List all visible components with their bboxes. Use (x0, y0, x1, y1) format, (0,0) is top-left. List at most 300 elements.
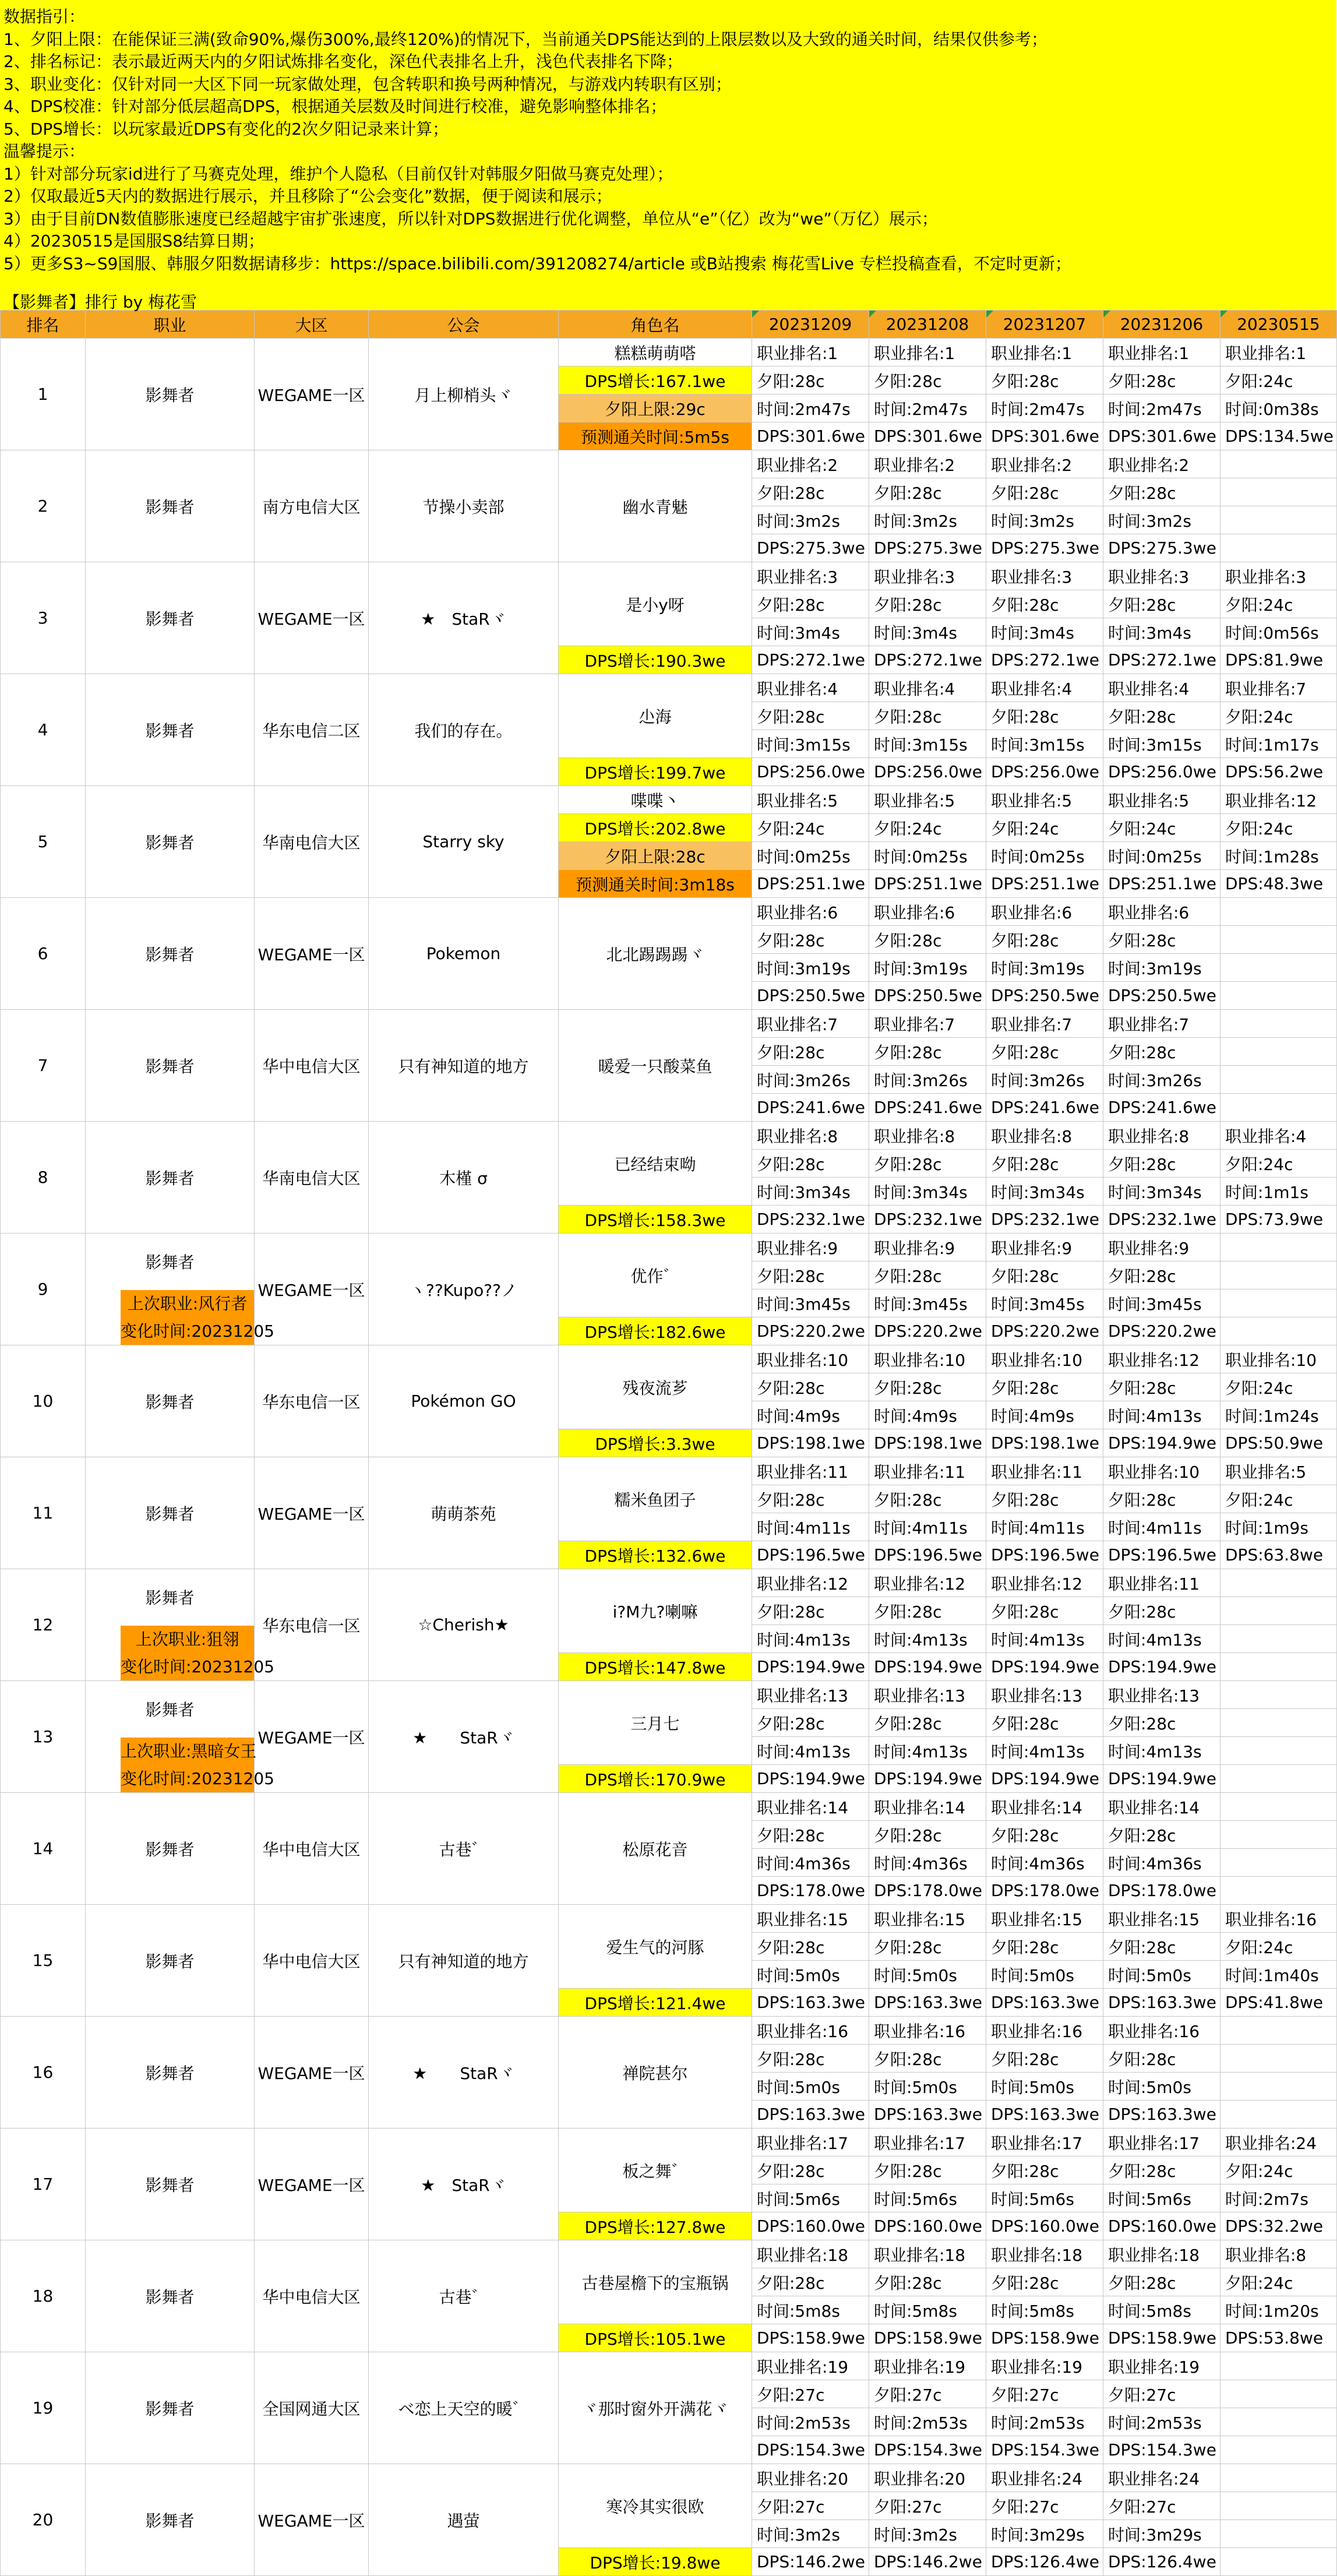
date-data-cell: 时间:2m53s (869, 2408, 986, 2436)
table-row (1, 786, 1337, 814)
date-data-cell: 时间:0m56s (1220, 618, 1337, 646)
date-data-cell: DPS:158.9we (869, 2324, 986, 2352)
date-data-cell: DPS:198.1we (986, 1429, 1103, 1457)
date-data-cell: 时间:3m19s (752, 954, 869, 982)
date-data-cell: 夕阳:28c (869, 1597, 986, 1625)
date-data-cell: DPS:251.1we (986, 870, 1103, 898)
date-data-cell: 职业排名:7 (869, 1010, 986, 1038)
character-name-cell: 优作゛ (559, 1234, 752, 1317)
date-data-cell: 时间:3m45s (1103, 1289, 1220, 1317)
date-data-cell: 职业排名:12 (752, 1569, 869, 1597)
guild-cell: 我们的存在。 (369, 674, 559, 786)
date-data-cell: 夕阳:28c (986, 1709, 1103, 1737)
date-data-cell: DPS:220.2we (986, 1317, 1103, 1345)
date-data-cell: DPS:154.3we (986, 2436, 1103, 2464)
date-data-cell: DPS:198.1we (752, 1429, 869, 1457)
date-data-cell: DPS:194.9we (752, 1653, 869, 1681)
stat-badge: DPS增长:19.8we (559, 2548, 752, 2576)
date-data-cell: 职业排名:15 (869, 1905, 986, 1933)
date-data-cell: 职业排名:8 (986, 1122, 1103, 1150)
character-name-cell: i?M九?喇嘛 (559, 1569, 752, 1653)
date-data-cell: 时间:4m9s (752, 1401, 869, 1429)
date-data-cell: 时间:5m0s (1103, 1961, 1220, 1989)
date-data-cell (1220, 1737, 1337, 1765)
date-data-cell: 时间:1m17s (1220, 730, 1337, 758)
column-header-label: 20231206 (1120, 315, 1204, 334)
ranking-table (0, 310, 1337, 2576)
date-data-cell: 职业排名:5 (869, 786, 986, 814)
character-name-cell: 三月七 (559, 1681, 752, 1765)
date-data-cell: 时间:3m2s (869, 2520, 986, 2548)
date-data-cell: 职业排名:16 (869, 2017, 986, 2045)
region-cell: 华中电信大区 (255, 1793, 369, 1905)
date-data-cell: DPS:272.1we (1103, 646, 1220, 674)
column-header (1220, 311, 1337, 339)
job-cell: 影舞者 (86, 1122, 255, 1234)
date-data-cell: 时间:3m2s (986, 506, 1103, 534)
table-row (1, 562, 1337, 590)
date-data-cell: 职业排名:19 (752, 2352, 869, 2380)
table-row (1, 1010, 1337, 1038)
date-data-cell: 时间:3m45s (869, 1289, 986, 1317)
date-data-cell: DPS:158.9we (986, 2324, 1103, 2352)
column-header-label: 角色名 (630, 315, 680, 335)
date-data-cell: DPS:154.3we (752, 2436, 869, 2464)
date-data-cell: DPS:163.3we (1103, 1989, 1220, 2017)
date-data-cell: DPS:163.3we (986, 1989, 1103, 2017)
date-data-cell: 夕阳:28c (869, 926, 986, 954)
previous-job-badge: 上次职业:黑暗女王 (121, 1738, 254, 1765)
date-data-cell: 夕阳:28c (869, 1933, 986, 1961)
date-data-cell (1220, 2464, 1337, 2492)
date-data-cell: 职业排名:11 (986, 1457, 1103, 1485)
date-data-cell: 时间:5m8s (869, 2296, 986, 2324)
column-header-label: 职业 (153, 315, 186, 335)
date-data-cell: 职业排名:3 (752, 562, 869, 590)
date-data-cell: 职业排名:12 (1220, 786, 1337, 814)
date-data-cell: 时间:3m29s (1103, 2520, 1220, 2548)
date-data-cell: 职业排名:17 (986, 2129, 1103, 2156)
date-data-cell: DPS:251.1we (752, 870, 869, 898)
date-data-cell: DPS:154.3we (869, 2436, 986, 2464)
note-line: 1、夕阳上限：在能保证三满(致命90%,爆伤300%,最终120%)的情况下，当前通关DPS能达到的上限层数以及大致的通关时间，结果仅供参考； (3, 29, 1048, 49)
date-data-cell (1220, 2352, 1337, 2380)
date-data-cell: DPS:160.0we (752, 2212, 869, 2240)
guild-cell: 古巷゛ (369, 2240, 559, 2352)
date-data-cell: DPS:194.9we (1103, 1765, 1220, 1793)
job-cell: 影舞者 (86, 450, 255, 562)
date-data-cell: DPS:275.3we (1103, 534, 1220, 562)
column-header (869, 311, 986, 339)
rank-cell: 11 (1, 1457, 86, 1569)
rank-cell: 19 (1, 2352, 86, 2464)
date-data-cell: DPS:275.3we (869, 534, 986, 562)
date-data-cell: 夕阳:28c (869, 590, 986, 618)
date-data-cell: 夕阳:28c (986, 1038, 1103, 1066)
date-data-cell: 夕阳:28c (986, 2156, 1103, 2184)
date-data-cell: 夕阳:28c (986, 702, 1103, 730)
date-data-cell: 夕阳:28c (1103, 478, 1220, 506)
date-data-cell: DPS:196.5we (869, 1541, 986, 1569)
region-cell: WEGAME一区 (255, 2129, 369, 2240)
date-data-cell (1220, 2380, 1337, 2408)
date-data-cell: DPS:158.9we (1103, 2324, 1220, 2352)
column-header-label: 排名 (26, 315, 59, 335)
date-data-cell: 夕阳:24c (986, 814, 1103, 842)
date-data-cell: DPS:81.9we (1220, 646, 1337, 674)
region-cell: WEGAME一区 (255, 1681, 369, 1793)
date-data-cell: 夕阳:28c (1103, 1373, 1220, 1401)
date-data-cell: 时间:5m0s (986, 1961, 1103, 1989)
guild-cell: 木槿 σ (369, 1122, 559, 1234)
date-data-cell: DPS:41.8we (1220, 1989, 1337, 2017)
date-data-cell (1220, 1877, 1337, 1905)
date-data-cell: DPS:32.2we (1220, 2212, 1337, 2240)
table-row (1, 1345, 1337, 1373)
guild-cell: 月上柳梢头ヾ (369, 339, 559, 450)
character-name-cell: 幽水青魅 (559, 450, 752, 562)
date-data-cell: 夕阳:28c (752, 702, 869, 730)
date-data-cell: 职业排名:16 (1103, 2017, 1220, 2045)
date-data-cell: DPS:194.9we (986, 1765, 1103, 1793)
character-name-cell: 糕糕萌萌嗒 (559, 339, 752, 367)
date-data-cell: 职业排名:10 (869, 1345, 986, 1373)
region-cell: 华南电信大区 (255, 786, 369, 898)
date-data-cell: 时间:3m2s (869, 506, 986, 534)
region-cell: WEGAME一区 (255, 2464, 369, 2576)
column-header (752, 311, 869, 339)
date-data-cell: 职业排名:18 (869, 2240, 986, 2268)
date-data-cell (1220, 1094, 1337, 1122)
comment-marker-icon (752, 311, 759, 318)
table-caption: 【影舞者】排行 by 梅花雪 (3, 293, 197, 312)
date-data-cell: 夕阳:28c (1103, 367, 1220, 394)
region-cell: WEGAME一区 (255, 1457, 369, 1569)
date-data-cell: DPS:232.1we (1103, 1206, 1220, 1234)
date-data-cell: 夕阳:27c (986, 2380, 1103, 2408)
date-data-cell: 时间:2m47s (986, 394, 1103, 422)
job-cell: 影舞者 (86, 562, 255, 674)
guild-cell: ★ StaRヾ (369, 1681, 559, 1793)
date-data-cell: DPS:232.1we (869, 1206, 986, 1234)
date-data-cell: 时间:3m2s (1103, 506, 1220, 534)
date-data-cell: 时间:3m45s (986, 1289, 1103, 1317)
comment-marker-icon (869, 311, 876, 318)
date-data-cell: 时间:5m0s (869, 1961, 986, 1989)
character-name-cell: 古巷屋檐下的宝瓶锅 (559, 2240, 752, 2324)
date-data-cell: 夕阳:28c (869, 1373, 986, 1401)
date-data-cell: 职业排名:3 (1103, 562, 1220, 590)
date-data-cell: DPS:272.1we (986, 646, 1103, 674)
date-data-cell: DPS:301.6we (752, 422, 869, 450)
date-data-cell: 职业排名:10 (752, 1345, 869, 1373)
job-cell: 影舞者 (86, 2129, 255, 2240)
job-cell: 影舞者 (86, 2464, 255, 2576)
table-row (1, 2129, 1337, 2156)
date-data-cell: 夕阳:27c (869, 2492, 986, 2520)
job-cell: 影舞者 (86, 1457, 255, 1569)
table-row (1, 2240, 1337, 2268)
comment-marker-icon (1103, 311, 1110, 318)
date-data-cell: DPS:73.9we (1220, 1206, 1337, 1234)
date-data-cell: 职业排名:5 (752, 786, 869, 814)
date-data-cell: 时间:3m19s (1103, 954, 1220, 982)
date-data-cell: DPS:198.1we (869, 1429, 986, 1457)
date-data-cell: 夕阳:28c (752, 367, 869, 394)
job-change-date-badge: 变化时间:20231205 (121, 1317, 254, 1345)
date-data-cell: DPS:250.5we (986, 982, 1103, 1010)
date-data-cell: 夕阳:28c (752, 1597, 869, 1625)
notes-panel (0, 0, 1336, 293)
date-data-cell: 时间:4m13s (986, 1737, 1103, 1765)
date-data-cell: DPS:220.2we (752, 1317, 869, 1345)
date-data-cell: DPS:275.3we (752, 534, 869, 562)
date-data-cell: 时间:5m8s (752, 2296, 869, 2324)
date-data-cell: DPS:194.9we (752, 1765, 869, 1793)
date-data-cell (1220, 982, 1337, 1010)
date-data-cell: 时间:2m47s (869, 394, 986, 422)
region-cell: 全国网通大区 (255, 2352, 369, 2464)
date-data-cell (1220, 2017, 1337, 2045)
previous-job-badge: 上次职业:风行者 (121, 1290, 254, 1317)
date-data-cell: 时间:3m34s (1103, 1178, 1220, 1206)
date-data-cell: 时间:3m2s (752, 2520, 869, 2548)
date-data-cell (1220, 1569, 1337, 1597)
date-data-cell: 夕阳:28c (1103, 926, 1220, 954)
region-cell: 华东电信二区 (255, 674, 369, 786)
stat-badge: 夕阳上限:29c (559, 394, 752, 422)
date-data-cell: 时间:0m25s (752, 842, 869, 870)
table-row (1, 1457, 1337, 1485)
date-data-cell: 职业排名:3 (1220, 562, 1337, 590)
rank-cell: 17 (1, 2129, 86, 2240)
date-data-cell (1220, 2492, 1337, 2520)
column-header (1103, 311, 1220, 339)
date-data-cell: 职业排名:6 (1103, 898, 1220, 926)
region-cell: 华中电信大区 (255, 2240, 369, 2352)
date-data-cell: 时间:0m25s (1103, 842, 1220, 870)
date-data-cell: 时间:5m0s (752, 1961, 869, 1989)
date-data-cell: DPS:250.5we (752, 982, 869, 1010)
date-data-cell: 职业排名:24 (986, 2464, 1103, 2492)
table-row (1, 1569, 1337, 1597)
date-data-cell: 职业排名:4 (752, 674, 869, 702)
table-row (1, 1681, 1337, 1709)
date-data-cell: 时间:4m9s (869, 1401, 986, 1429)
date-data-cell: 职业排名:1 (1103, 339, 1220, 367)
date-data-cell: DPS:194.9we (1103, 1429, 1220, 1457)
date-data-cell: 职业排名:15 (986, 1905, 1103, 1933)
job-cell (86, 1234, 274, 1345)
date-data-cell: 职业排名:10 (1103, 1457, 1220, 1485)
rank-cell: 13 (1, 1681, 86, 1793)
date-data-cell (1220, 1038, 1337, 1066)
stat-badge: DPS增长:182.6we (559, 1317, 752, 1345)
date-data-cell: 夕阳:28c (1103, 1150, 1220, 1178)
date-data-cell: 夕阳:28c (1103, 1597, 1220, 1625)
date-data-cell: 夕阳:28c (1103, 1933, 1220, 1961)
date-data-cell: DPS:163.3we (752, 2101, 869, 2129)
date-data-cell: 职业排名:8 (869, 1122, 986, 1150)
region-cell: WEGAME一区 (255, 2017, 369, 2129)
character-name-cell: 是小y呀 (559, 562, 752, 646)
column-header (369, 311, 559, 339)
date-data-cell: 夕阳:24c (869, 814, 986, 842)
date-data-cell: 夕阳:28c (752, 590, 869, 618)
date-data-cell: 时间:5m0s (986, 2073, 1103, 2101)
date-data-cell: DPS:241.6we (1103, 1094, 1220, 1122)
table-row (1, 2017, 1337, 2045)
job-cell (86, 1681, 274, 1793)
guild-cell: ベ恋上天空的暖゛ (369, 2352, 559, 2464)
date-data-cell: 夕阳:28c (1103, 2045, 1220, 2073)
rank-cell: 6 (1, 898, 86, 1010)
date-data-cell: DPS:63.8we (1220, 1541, 1337, 1569)
date-data-cell: 时间:4m9s (986, 1401, 1103, 1429)
rank-cell: 12 (1, 1569, 86, 1681)
rank-cell: 16 (1, 2017, 86, 2129)
date-data-cell: 时间:3m15s (1103, 730, 1220, 758)
date-data-cell (1220, 1010, 1337, 1038)
date-data-cell: 职业排名:7 (752, 1010, 869, 1038)
region-cell: WEGAME一区 (255, 898, 369, 1010)
date-data-cell: 时间:3m19s (869, 954, 986, 982)
date-data-cell: 职业排名:20 (869, 2464, 986, 2492)
date-data-cell: 时间:3m2s (752, 506, 869, 534)
date-data-cell: 时间:4m11s (1103, 1513, 1220, 1541)
date-data-cell: DPS:178.0we (869, 1877, 986, 1905)
table-row (1, 2464, 1337, 2492)
date-data-cell: 职业排名:12 (869, 1569, 986, 1597)
date-data-cell: 时间:3m26s (752, 1066, 869, 1094)
date-data-cell: 时间:2m47s (1103, 394, 1220, 422)
date-data-cell: DPS:163.3we (869, 1989, 986, 2017)
date-data-cell: 夕阳:28c (869, 1150, 986, 1178)
date-data-cell: 夕阳:28c (869, 1821, 986, 1849)
date-data-cell: 职业排名:2 (752, 450, 869, 478)
date-data-cell: 职业排名:5 (1220, 1457, 1337, 1485)
date-data-cell (1220, 450, 1337, 478)
note-line: 4）20230515是国服S8结算日期； (3, 231, 264, 251)
job-change-date-badge: 变化时间:20231205 (121, 1765, 254, 1792)
date-data-cell: 职业排名:16 (752, 2017, 869, 2045)
date-data-cell: 夕阳:27c (752, 2380, 869, 2408)
guild-cell: ヽ??Kupo??ノ (369, 1234, 559, 1345)
region-cell: WEGAME一区 (255, 1234, 369, 1345)
date-data-cell (1220, 1821, 1337, 1849)
note-line: 5）更多S3~S9国服、韩服夕阳数据请移步：https://space.bilibili.com/391208274/article 或B站搜索 梅花雪Live 专栏投稿查看，不定时更新； (3, 253, 1071, 273)
guild-cell: 节操小卖部 (369, 450, 559, 562)
date-data-cell: 时间:4m36s (752, 1849, 869, 1877)
date-data-cell: 夕阳:28c (752, 1373, 869, 1401)
date-data-cell (1220, 2101, 1337, 2129)
date-data-cell (1220, 1289, 1337, 1317)
date-data-cell: 职业排名:10 (986, 1345, 1103, 1373)
date-data-cell: 时间:3m26s (986, 1066, 1103, 1094)
date-data-cell: DPS:163.3we (869, 2101, 986, 2129)
date-data-cell: DPS:50.9we (1220, 1429, 1337, 1457)
date-data-cell: 夕阳:28c (869, 1709, 986, 1737)
date-data-cell: 夕阳:28c (752, 1261, 869, 1289)
character-name-cell: 尐海 (559, 674, 752, 758)
date-data-cell: 时间:1m24s (1220, 1401, 1337, 1429)
date-data-cell: 夕阳:24c (1103, 814, 1220, 842)
date-data-cell (1220, 2520, 1337, 2548)
date-data-cell: 职业排名:14 (752, 1793, 869, 1821)
date-data-cell: 职业排名:3 (986, 562, 1103, 590)
date-data-cell (1220, 1765, 1337, 1793)
date-data-cell: DPS:251.1we (869, 870, 986, 898)
date-data-cell: 夕阳:28c (1103, 1261, 1220, 1289)
date-data-cell: DPS:126.4we (986, 2548, 1103, 2576)
date-data-cell: 职业排名:19 (1103, 2352, 1220, 2380)
date-data-cell: 职业排名:19 (986, 2352, 1103, 2380)
date-data-cell: 职业排名:4 (986, 674, 1103, 702)
date-data-cell: 夕阳:28c (1103, 2268, 1220, 2296)
previous-job-badge: 上次职业:狙翎 (121, 1626, 254, 1653)
character-name-cell: 北北踢踢踢ヾ (559, 898, 752, 1010)
date-data-cell: 职业排名:2 (1103, 450, 1220, 478)
date-data-cell: 时间:5m6s (1103, 2184, 1220, 2212)
rank-cell: 8 (1, 1122, 86, 1234)
guild-cell: ★ StaRヾ (369, 562, 559, 674)
note-line: 4、DPS校准：针对部分低层超高DPS，根据通关层数及时间进行校准，避免影响整体排名； (3, 97, 667, 116)
date-data-cell: DPS:272.1we (752, 646, 869, 674)
date-data-cell: 职业排名:14 (1103, 1793, 1220, 1821)
date-data-cell: 夕阳:28c (986, 2045, 1103, 2073)
date-data-cell: 夕阳:28c (1103, 1485, 1220, 1513)
date-data-cell: 夕阳:28c (1103, 1709, 1220, 1737)
date-data-cell: DPS:251.1we (1103, 870, 1220, 898)
date-data-cell: 夕阳:28c (869, 2156, 986, 2184)
column-header-label: 20231209 (768, 315, 852, 334)
stat-badge: 夕阳上限:28c (559, 842, 752, 870)
stat-badge: DPS增长:158.3we (559, 1206, 752, 1234)
date-data-cell: 时间:3m4s (869, 618, 986, 646)
date-data-cell: 夕阳:24c (1220, 702, 1337, 730)
job-cell (86, 1569, 274, 1681)
date-data-cell (1220, 926, 1337, 954)
date-data-cell: 夕阳:24c (1220, 367, 1337, 394)
date-data-cell: 夕阳:28c (986, 1261, 1103, 1289)
date-data-cell: DPS:250.5we (1103, 982, 1220, 1010)
date-data-cell: DPS:134.5we (1220, 422, 1337, 450)
notes-title-row (0, 293, 1336, 310)
date-data-cell: 时间:5m0s (1103, 2073, 1220, 2101)
date-data-cell: 夕阳:28c (752, 478, 869, 506)
guild-cell: Pokemon (369, 898, 559, 1010)
date-data-cell: 职业排名:13 (752, 1681, 869, 1709)
date-data-cell (1220, 898, 1337, 926)
date-data-cell (1220, 1709, 1337, 1737)
guild-cell: Starry sky (369, 786, 559, 898)
table-row (1, 1122, 1337, 1150)
date-data-cell: 夕阳:27c (869, 2380, 986, 2408)
character-name-cell: 已经结束呦 (559, 1122, 752, 1206)
date-data-cell: 夕阳:27c (1103, 2380, 1220, 2408)
date-data-cell: 时间:5m8s (986, 2296, 1103, 2324)
table-row (1, 1793, 1337, 1821)
date-data-cell (1220, 478, 1337, 506)
date-data-cell: 职业排名:4 (1220, 1122, 1337, 1150)
stat-badge: DPS增长:121.4we (559, 1989, 752, 2017)
date-data-cell: 时间:4m36s (1103, 1849, 1220, 1877)
note-line: 温馨提示： (3, 142, 86, 161)
date-data-cell: DPS:194.9we (986, 1653, 1103, 1681)
stat-badge: 预测通关时间:5m5s (559, 422, 752, 450)
date-data-cell: 夕阳:28c (752, 1709, 869, 1737)
date-data-cell: 时间:3m15s (869, 730, 986, 758)
